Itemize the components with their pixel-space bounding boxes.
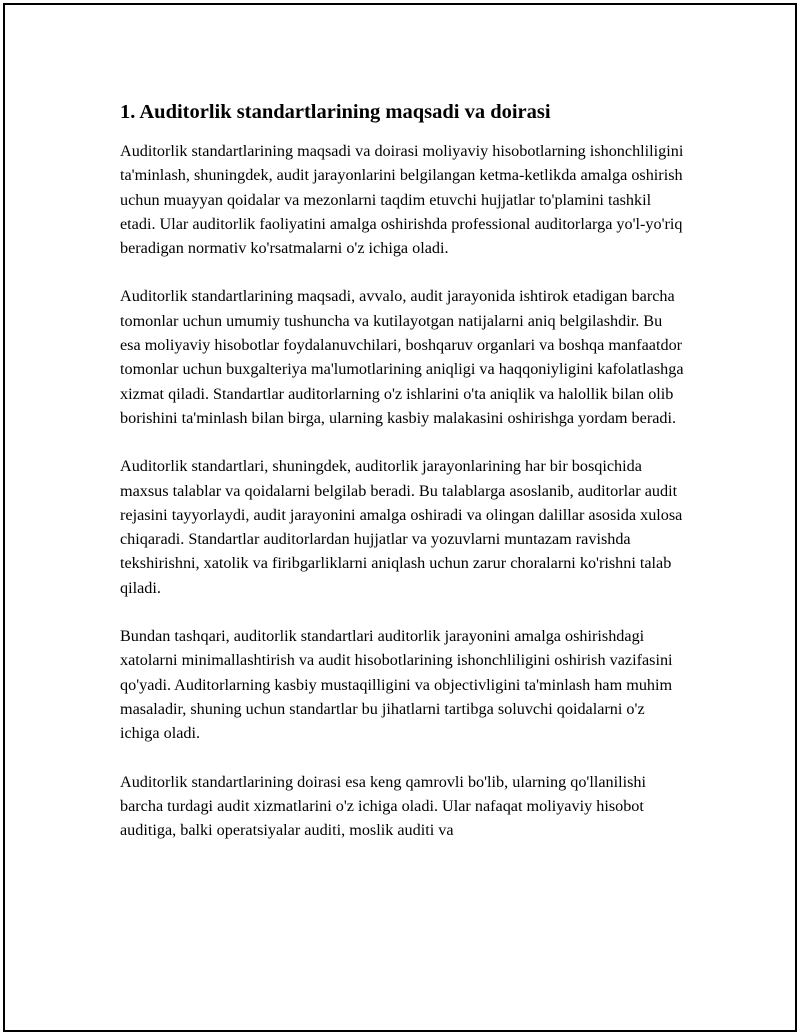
paragraph-1: Auditorlik standartlarining maqsadi va doirasi moliyaviy hisobotlarning ishonchliligini ta'minlash, shuningdek, audit jarayonlarini belgilangan ketma-ketlikda amalga oshirish uchun muayyan qoidalar va mezonlarni taqdim etuvchi hujjatlar to'plamini tashkil etadi. Ular auditorlik faoliyatini amalga oshirishda professional auditorlarga yo'l-yo'riq beradigan normativ ko'rsatmalarni o'z ichiga oladi. (120, 142, 684, 258)
document-page (3, 3, 797, 1032)
document-body (120, 99, 685, 866)
paragraph-4: Bundan tashqari, auditorlik standartlari auditorlik jarayonini amalga oshirishdagi xatolarni minimallashtirish va audit hisobotlarining ishonchliligini oshirish vazifasini qo'yadi. Auditorlarning kasbiy mustaqilligini va objectivligini ta'minlash ham muhim masaladir, shuning uchun standartlar bu jihatlarni tartibga soluvchi qoidalarni o'z ichiga oladi. (120, 627, 673, 743)
section-heading: 1. Auditorlik standartlarining maqsadi va doirasi (120, 101, 551, 123)
paragraph-3: Auditorlik standartlari, shuningdek, auditorlik jarayonlarining har bir bosqichida maxsus talablar va qoidalarni belgilab beradi. Bu talablarga asoslanib, auditorlar audit rejasini tayyorlaydi, audit jarayonini amalga oshiradi va olingan dalillar asosida xulosa chiqaradi. Standartlar auditorlardan hujjatlar va yozuvlarni muntazam ravishda tekshirishni, xatolik va firibgarliklarni aniqlash uchun zarur choralarni ko'rishni talab qiladi. (120, 457, 683, 597)
paragraph-5: Auditorlik standartlarining doirasi esa keng qamrovli bo'lib, ularning qo'llanilishi barcha turdagi audit xizmatlarini o'z ichiga oladi. Ular nafaqat moliyaviy hisobot auditiga, balki operatsiyalar auditi, moslik auditi va (120, 772, 646, 840)
paragraph-2: Auditorlik standartlarining maqsadi, avvalo, audit jarayonida ishtirok etadigan barcha tomonlar uchun umumiy tushuncha va kutilayotgan natijalarni aniq belgilashdir. Bu esa moliyaviy hisobotlar foydalanuvchilari, boshqaruv organlari va boshqa manfaatdor tomonlar uchun buxgalteriya ma'lumotlarining aniqligi va haqqoniyligini kafolatlashga xizmat qiladi. Standartlar auditorlarning o'z ishlarini o'ta aniqlik va halollik bilan olib borishini ta'minlash bilan birga, ularning kasbiy malakasini oshirishga yordam beradi. (120, 287, 684, 427)
